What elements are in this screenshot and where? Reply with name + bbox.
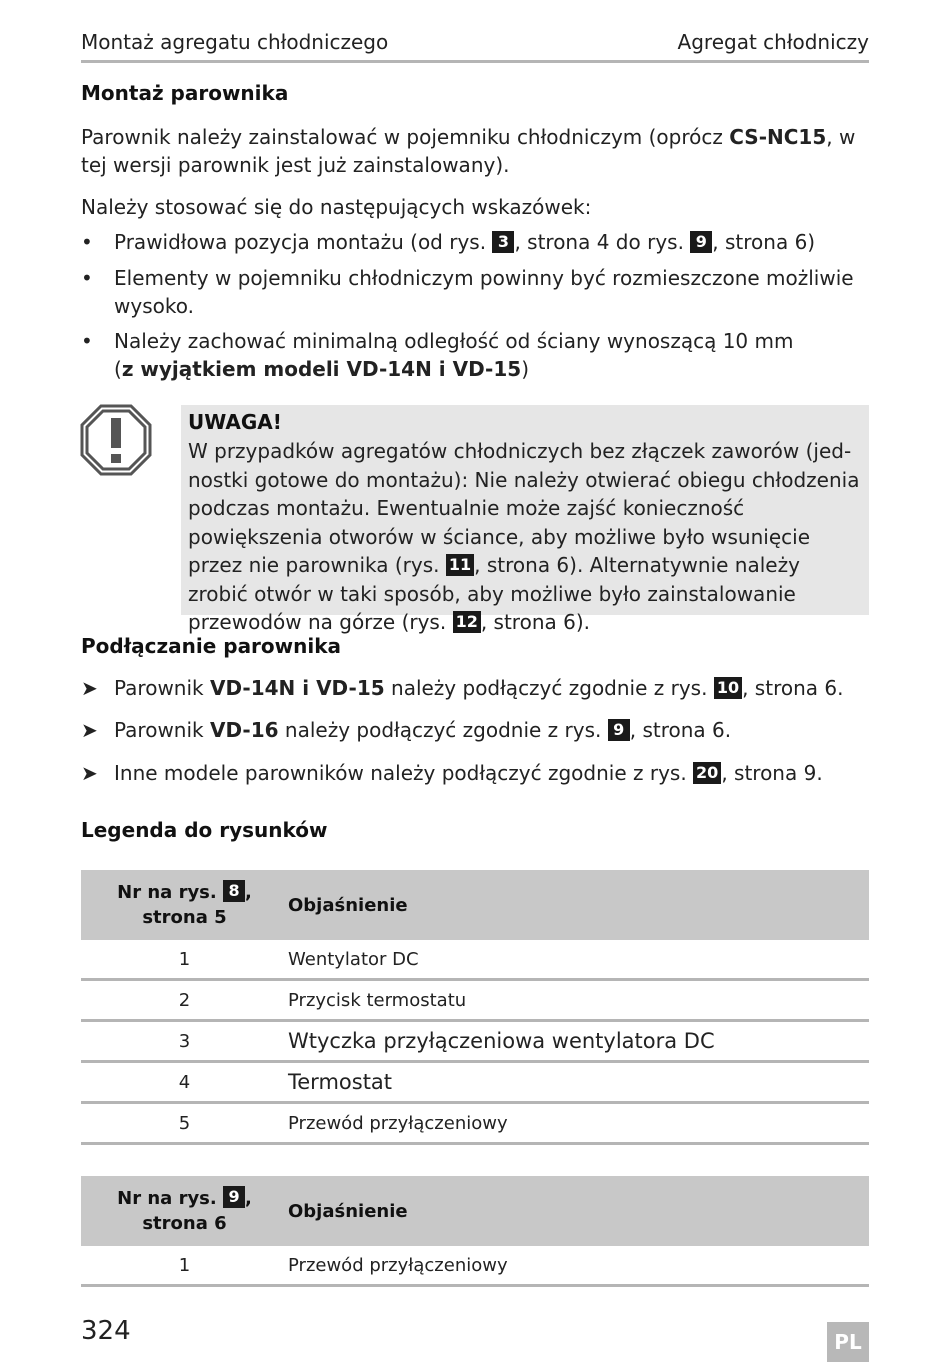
arrow-icon: ➤ (81, 718, 98, 742)
running-header-section: Montaż agregatu chłodniczego (81, 30, 389, 54)
legend-table-fig8 (81, 870, 869, 1145)
arrow-icon: ➤ (81, 676, 98, 700)
column-header-explanation: Objaśnienie (288, 870, 869, 940)
column-header-figure-number: Nr na rys. 8 , strona 5 (81, 870, 288, 940)
bullet-text: Należy zachować minimalną odległość od ściany wynoszącą 10 mm (z wyjątkiem modeli VD-14N i VD-15) (114, 329, 794, 381)
header-divider (81, 60, 869, 63)
language-badge: PL (827, 1322, 869, 1362)
arrow-icon: ➤ (81, 761, 98, 785)
column-header-figure-number: Nr na rys. 9 , strona 6 (81, 1176, 288, 1246)
figure-ref-badge: 20 (693, 762, 721, 784)
cell-description: Przycisk termostatu (288, 980, 869, 1021)
running-header-chapter: Agregat chłodniczy (677, 30, 869, 54)
figure-ref-badge: 10 (714, 677, 742, 699)
page-number: 324 (81, 1316, 131, 1346)
cell-description: Wentylator DC (288, 940, 869, 980)
column-header-explanation: Objaśnienie (288, 1176, 869, 1246)
step-item-vd14n-vd15 (81, 676, 869, 704)
table-row (81, 980, 869, 1021)
cell-number: 3 (81, 1021, 288, 1062)
warning-title: UWAGA! (188, 410, 282, 434)
figure-ref-badge: 9 (223, 1186, 245, 1208)
bullet-item-mounting-position (81, 228, 869, 256)
section-heading-evaporator-connection: Podłączanie parownika (81, 634, 342, 658)
step-text: Parownik VD-16 należy podłączyć zgodnie z rys. 9 , strona 6. (114, 718, 732, 742)
bullet-mark: • (81, 266, 93, 290)
cell-description: Wtyczka przyłączeniowa wentylatora DC (288, 1021, 869, 1062)
warning-octagon-exclamation-icon (80, 404, 152, 476)
step-item-other-models (81, 761, 869, 789)
step-text: Inne modele parowników należy podłączyć zgodnie z rys. 20 , strona 9. (114, 761, 823, 785)
table-row (81, 1062, 869, 1103)
cell-number: 5 (81, 1103, 288, 1144)
table-row (81, 1246, 869, 1286)
bullet-item-elements-high (81, 264, 869, 320)
figure-ref-badge: 11 (446, 554, 474, 576)
cell-description: Przewód przyłączeniowy (288, 1103, 869, 1144)
section-heading-legend: Legenda do rysunków (81, 818, 328, 842)
cell-number: 1 (81, 940, 288, 980)
bullet-text: Prawidłowa pozycja montażu (od rys. 3 , strona 4 do rys. 9 , strona 6) (114, 230, 816, 254)
figure-ref-badge: 9 (608, 719, 630, 741)
cell-number: 2 (81, 980, 288, 1021)
table-row (81, 1103, 869, 1144)
step-text: Parownik VD-14N i VD-15 należy podłączyć zgodnie z rys. 10 , strona 6. (114, 676, 844, 700)
bullet-text: Elementy w pojemniku chłodniczym powinny być rozmieszczone możliwie wysoko. (114, 266, 854, 318)
table-row (81, 940, 869, 980)
figure-ref-badge: 9 (690, 231, 712, 253)
section-heading-evaporator-mounting: Montaż parownika (81, 81, 289, 105)
figure-ref-badge: 8 (223, 880, 245, 902)
cell-description: Przewód przyłączeniowy (288, 1246, 869, 1286)
cell-number: 4 (81, 1062, 288, 1103)
legend-table-fig9 (81, 1176, 869, 1287)
paragraph-instructions-intro: Należy stosować się do następujących wskazówek: (81, 195, 592, 219)
paragraph-evaporator-install: Parownik należy zainstalować w pojemniku chłodniczym (oprócz CS-NC15, w tej wersji parownik jest już zainstalowany). (81, 125, 856, 177)
step-item-vd16 (81, 718, 869, 746)
table-header-row (81, 870, 869, 940)
table-header-row (81, 1176, 869, 1246)
figure-ref-badge: 3 (492, 231, 514, 253)
bullet-mark: • (81, 230, 93, 254)
figure-ref-badge: 12 (453, 611, 481, 633)
warning-text: W przypadków agregatów chłodniczych bez złączek zaworów (jed-nostki gotowe do montażu): Nie należy otwierać obiegu chłodzenia podczas montażu. Ewentualnie może zajść konieczność powiększenia otworów w ściance, aby możliwe było wsunięcie przez nie parownika (rys. 11 , strona 6). Alternatywnie należy zrobić otwór w taki sposób, aby możliwe było zainstalowanie przewodów na górze (rys. 12 , strona 6). (188, 439, 860, 634)
table-row (81, 1021, 869, 1062)
bullet-mark: • (81, 329, 93, 353)
cell-description: Termostat (288, 1062, 869, 1103)
bullet-item-wall-distance (81, 327, 869, 383)
cell-number: 1 (81, 1246, 288, 1286)
